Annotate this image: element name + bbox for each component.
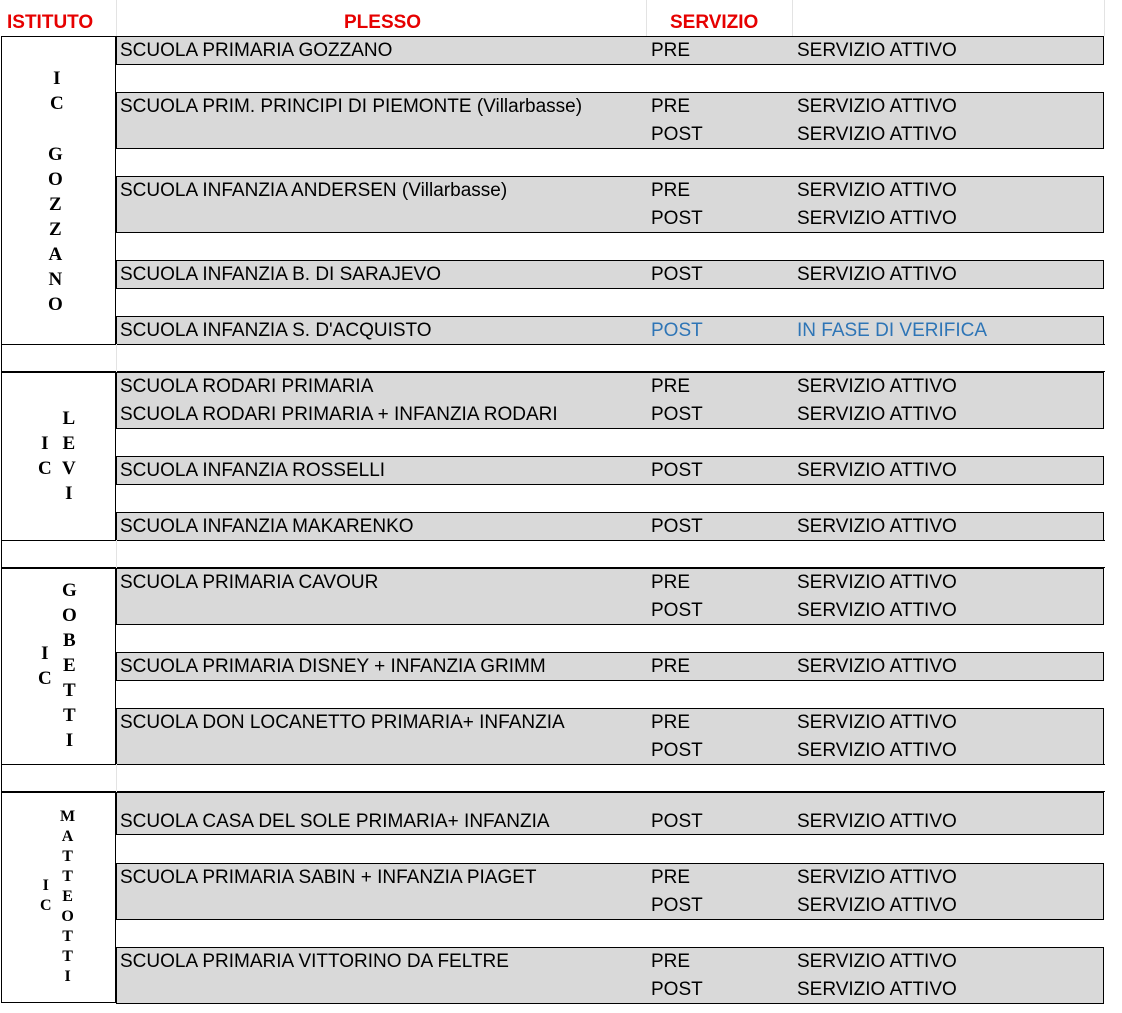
institute-letter: I [64, 968, 71, 985]
plesso-name: SCUOLA DON LOCANETTO PRIMARIA+ INFANZIA [120, 712, 565, 733]
ic-letter: C [38, 458, 52, 479]
plesso-name: SCUOLA PRIMARIA DISNEY + INFANZIA GRIMM [120, 656, 546, 677]
institute-cell-matteotti [1, 792, 116, 1003]
institute-label-gozzano [50, 66, 64, 116]
stato: SERVIZIO ATTIVO [797, 208, 957, 229]
institute-name-gobetti [62, 578, 77, 753]
institute-letter: Z [49, 194, 62, 215]
plesso-name: SCUOLA RODARI PRIMARIA + INFANZIA RODARI [120, 404, 558, 425]
institute-letter: N [48, 269, 63, 290]
stato: SERVIZIO ATTIVO [797, 979, 957, 1000]
stato: SERVIZIO ATTIVO [797, 96, 957, 117]
institute-letter: Z [49, 219, 62, 240]
institute-name-levi [62, 406, 76, 506]
header-plesso: PLESSO [344, 12, 422, 33]
turno: POST [651, 979, 703, 1000]
institute-letter: O [62, 605, 77, 626]
plesso-name: SCUOLA RODARI PRIMARIA [120, 376, 374, 397]
plesso-name: SCUOLA INFANZIA MAKARENKO [120, 516, 414, 537]
institute-letter: T [62, 928, 73, 945]
ic-letter: C [40, 897, 52, 914]
institute-letter: B [63, 630, 76, 651]
turno: POST [651, 740, 703, 761]
institute-letter: E [62, 888, 73, 905]
stato: SERVIZIO ATTIVO [797, 572, 957, 593]
plesso-name: SCUOLA PRIMARIA SABIN + INFANZIA PIAGET [120, 867, 537, 888]
turno: PRE [651, 867, 691, 888]
institute-letter: I [65, 483, 73, 504]
spacer-gridline [116, 764, 117, 792]
plesso-name: SCUOLA INFANZIA B. DI SARAJEVO [120, 264, 441, 285]
section-spacer [1, 764, 1105, 792]
stato: SERVIZIO ATTIVO [797, 404, 957, 425]
section-spacer [1, 540, 1105, 568]
stato: SERVIZIO ATTIVO [797, 600, 957, 621]
institute-letter: A [61, 828, 74, 845]
institute-letter: T [63, 680, 76, 701]
plesso-name: SCUOLA PRIM. PRINCIPI DI PIEMONTE (Villarbasse) [120, 96, 583, 117]
institute-letter: I [65, 730, 74, 751]
turno: PRE [651, 712, 691, 733]
stato: SERVIZIO ATTIVO [797, 656, 957, 677]
stato: SERVIZIO ATTIVO [797, 264, 957, 285]
institute-label-levi [38, 431, 52, 481]
turno: PRE [651, 376, 691, 397]
turno: POST [651, 404, 703, 425]
institute-letter: E [62, 433, 76, 454]
plesso-name: SCUOLA PRIMARIA VITTORINO DA FELTRE [120, 951, 509, 972]
institute-label-gobetti [38, 641, 52, 691]
stato: SERVIZIO ATTIVO [797, 867, 957, 888]
stato: SERVIZIO ATTIVO [797, 124, 957, 145]
institute-letter: E [63, 655, 76, 676]
header-servizio: SERVIZIO [670, 12, 759, 33]
turno: POST [651, 460, 703, 481]
header-gridline [1104, 0, 1105, 36]
institute-letter: M [60, 808, 76, 825]
institute-cell-levi [1, 372, 116, 541]
turno: POST [651, 124, 703, 145]
turno: POST [651, 895, 703, 916]
institute-letter: O [48, 169, 63, 190]
institute-letter: A [48, 244, 63, 265]
institute-letter: L [62, 408, 76, 429]
turno: PRE [651, 180, 691, 201]
ic-letter: C [38, 668, 52, 689]
ic-label [38, 431, 52, 481]
ic-letter: I [41, 643, 49, 664]
institute-letter: T [63, 705, 76, 726]
institute-name-matteotti [60, 807, 75, 987]
status-verifica: IN FASE DI VERIFICA [797, 320, 988, 341]
institute-letter: V [62, 458, 76, 479]
stato: SERVIZIO ATTIVO [797, 951, 957, 972]
turno: POST [651, 811, 703, 832]
header-istituto: ISTITUTO [7, 12, 94, 33]
turno: PRE [651, 40, 691, 61]
stato: SERVIZIO ATTIVO [797, 712, 957, 733]
turno: PRE [651, 96, 691, 117]
plesso-name: SCUOLA PRIMARIA GOZZANO [120, 40, 393, 61]
stato: SERVIZIO ATTIVO [797, 460, 957, 481]
stato: SERVIZIO ATTIVO [797, 740, 957, 761]
spacer-gridline [116, 344, 117, 372]
institute-letter: O [61, 908, 74, 925]
turno: POST [651, 516, 703, 537]
institute-letter: T [62, 948, 73, 965]
ic-letter: I [42, 877, 49, 894]
stato: SERVIZIO ATTIVO [797, 40, 957, 61]
header-gridline [792, 0, 793, 36]
institute-letter: G [48, 144, 63, 165]
ic-label [40, 876, 52, 916]
plesso-name: SCUOLA INFANZIA ROSSELLI [120, 460, 386, 481]
plesso-name: SCUOLA CASA DEL SOLE PRIMARIA+ INFANZIA [120, 811, 550, 832]
turno: PRE [651, 572, 691, 593]
turno: PRE [651, 951, 691, 972]
stato: SERVIZIO ATTIVO [797, 895, 957, 916]
ic-label [38, 641, 52, 691]
stato: SERVIZIO ATTIVO [797, 180, 957, 201]
institute-letter: O [48, 294, 63, 315]
stato: SERVIZIO ATTIVO [797, 516, 957, 537]
section-spacer [1, 344, 1105, 372]
ic-letter: I [53, 68, 61, 89]
turno: POST [651, 264, 703, 285]
institute-letter: T [62, 868, 73, 885]
spacer-gridline [116, 540, 117, 568]
turno: POST [651, 208, 703, 229]
header-gridline [646, 0, 647, 36]
plesso-name: SCUOLA PRIMARIA CAVOUR [120, 572, 379, 593]
ic-label [50, 66, 64, 116]
turno: POST [651, 600, 703, 621]
plesso-name: SCUOLA INFANZIA ANDERSEN (Villarbasse) [120, 180, 508, 201]
stato: SERVIZIO ATTIVO [797, 376, 957, 397]
institute-letter: T [62, 848, 73, 865]
institute-name-gozzano [48, 142, 63, 317]
institute-label-matteotti [40, 876, 52, 916]
ic-letter: I [41, 433, 49, 454]
header-gridline [116, 0, 117, 36]
ic-letter: C [50, 93, 64, 114]
institute-letter: G [62, 580, 77, 601]
plesso-name: SCUOLA INFANZIA S. D'ACQUISTO [120, 320, 432, 341]
turno: POST [651, 320, 703, 341]
institute-cell-gobetti [1, 568, 116, 765]
stato: SERVIZIO ATTIVO [797, 811, 957, 832]
turno: PRE [651, 656, 691, 677]
